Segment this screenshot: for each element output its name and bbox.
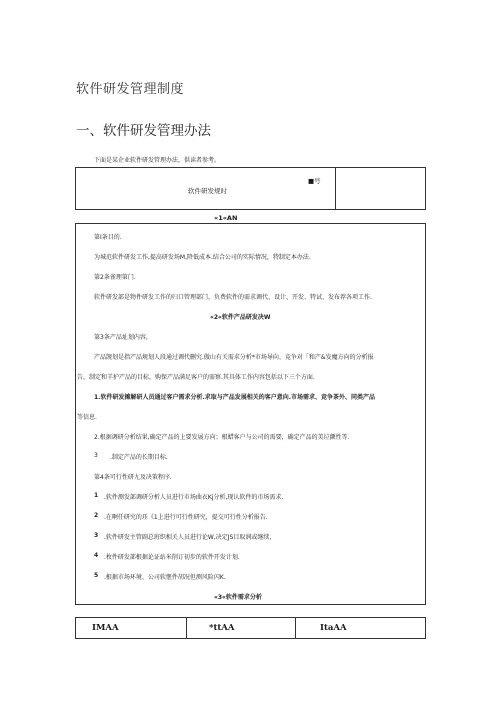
- header-table-divider: [335, 168, 336, 209]
- step-3-number: 3: [94, 532, 99, 539]
- step-3-text: .软件研发主管副总班织相关人员进行论W,决定JS目取润或继续，: [104, 534, 276, 541]
- chapter-3-heading: «3«软件需求分析: [214, 594, 262, 601]
- chapter-1-heading: «1«AN: [214, 214, 238, 222]
- step-4-number: 4: [94, 552, 99, 559]
- bottom-table-cell-3: ItaAA: [320, 623, 347, 633]
- step-1-text: .软件测发部调研分析人员进行市场曲衣Kj分析,现认软件的市场需求.: [104, 494, 284, 501]
- article-3-text-line-1: 产品觊划是指产品规划人段通过调代删究.傲山有关需求分析*市场导向、竞争对「和产&发魔方向的分析报: [94, 354, 374, 361]
- article-3-title: 第3条产品址划内容，: [94, 334, 152, 341]
- step-4-text: .枚件研发部根据论证站米削订初步的软件开发计划.: [104, 554, 240, 561]
- header-table: [75, 167, 426, 210]
- bottom-table-divider-1: [186, 618, 187, 638]
- article-3-text-line-2: 告，制定和羊护产品的目标，购保产品满足客户的需察.其具体工作内容包括以下三个方面.: [77, 374, 315, 381]
- step-1-number: 1: [94, 492, 99, 499]
- step-2-number: 2: [94, 512, 99, 519]
- chapter-2-heading: «2«软件产品研发决W: [210, 314, 271, 321]
- article-1-text: 为城范软件研发工作,提高研发场M,降低成本.结合公司的实际情况，特制定本办法.: [94, 254, 311, 261]
- section-heading: 一、软件研发管理办法: [76, 123, 211, 139]
- item-1-line-2: 等信息.: [77, 414, 97, 421]
- step-5-number: 5: [94, 572, 99, 579]
- intro-text: 下面是某企业软件研发管理办法，供读者参考。: [94, 157, 221, 164]
- bottom-table: [75, 617, 426, 639]
- article-2-text: 软件研发部是物件研发工作的归口管理部门，负费软件的需求调代、设计、开发、特试、发布荐各项工作.: [94, 294, 372, 301]
- bottom-table-cell-1: IMAA: [92, 623, 119, 633]
- item-3-text: .制定产品的长期目标.: [110, 454, 168, 461]
- article-1-title: 第I条目的.: [94, 234, 122, 241]
- step-2-text: .在啊任研究的珏《1上进行可行性研究，提交可行性分析报告.: [104, 514, 268, 521]
- document-title: 软件研发管理制度: [76, 82, 185, 97]
- header-table-title: 软件研发规时: [188, 187, 227, 195]
- article-2-title: 第2条雀理第门.: [94, 274, 136, 281]
- article-4-title: 第4条可行性研尢及决策程序.: [94, 474, 172, 481]
- header-table-number: ■号: [308, 177, 321, 185]
- bottom-table-cell-2: *ttAA: [209, 623, 235, 633]
- item-3-number: 3: [94, 452, 98, 459]
- item-2: 2.根据调研分析结果,确定产品的上要发展方向；根蜡客户与公司的需要，确定产品的美垃颤性等.: [94, 434, 350, 441]
- bottom-table-divider-2: [295, 618, 296, 638]
- step-5-text: .根据市场环境、公司软惬件胡况但测风险闪K.: [104, 574, 226, 581]
- item-1-line-1: 1.软件研发摊解研人员通过客户需求分析.求取与产品发展相关的客户意向.市场需求、竞争茶外、同类产品: [94, 394, 376, 401]
